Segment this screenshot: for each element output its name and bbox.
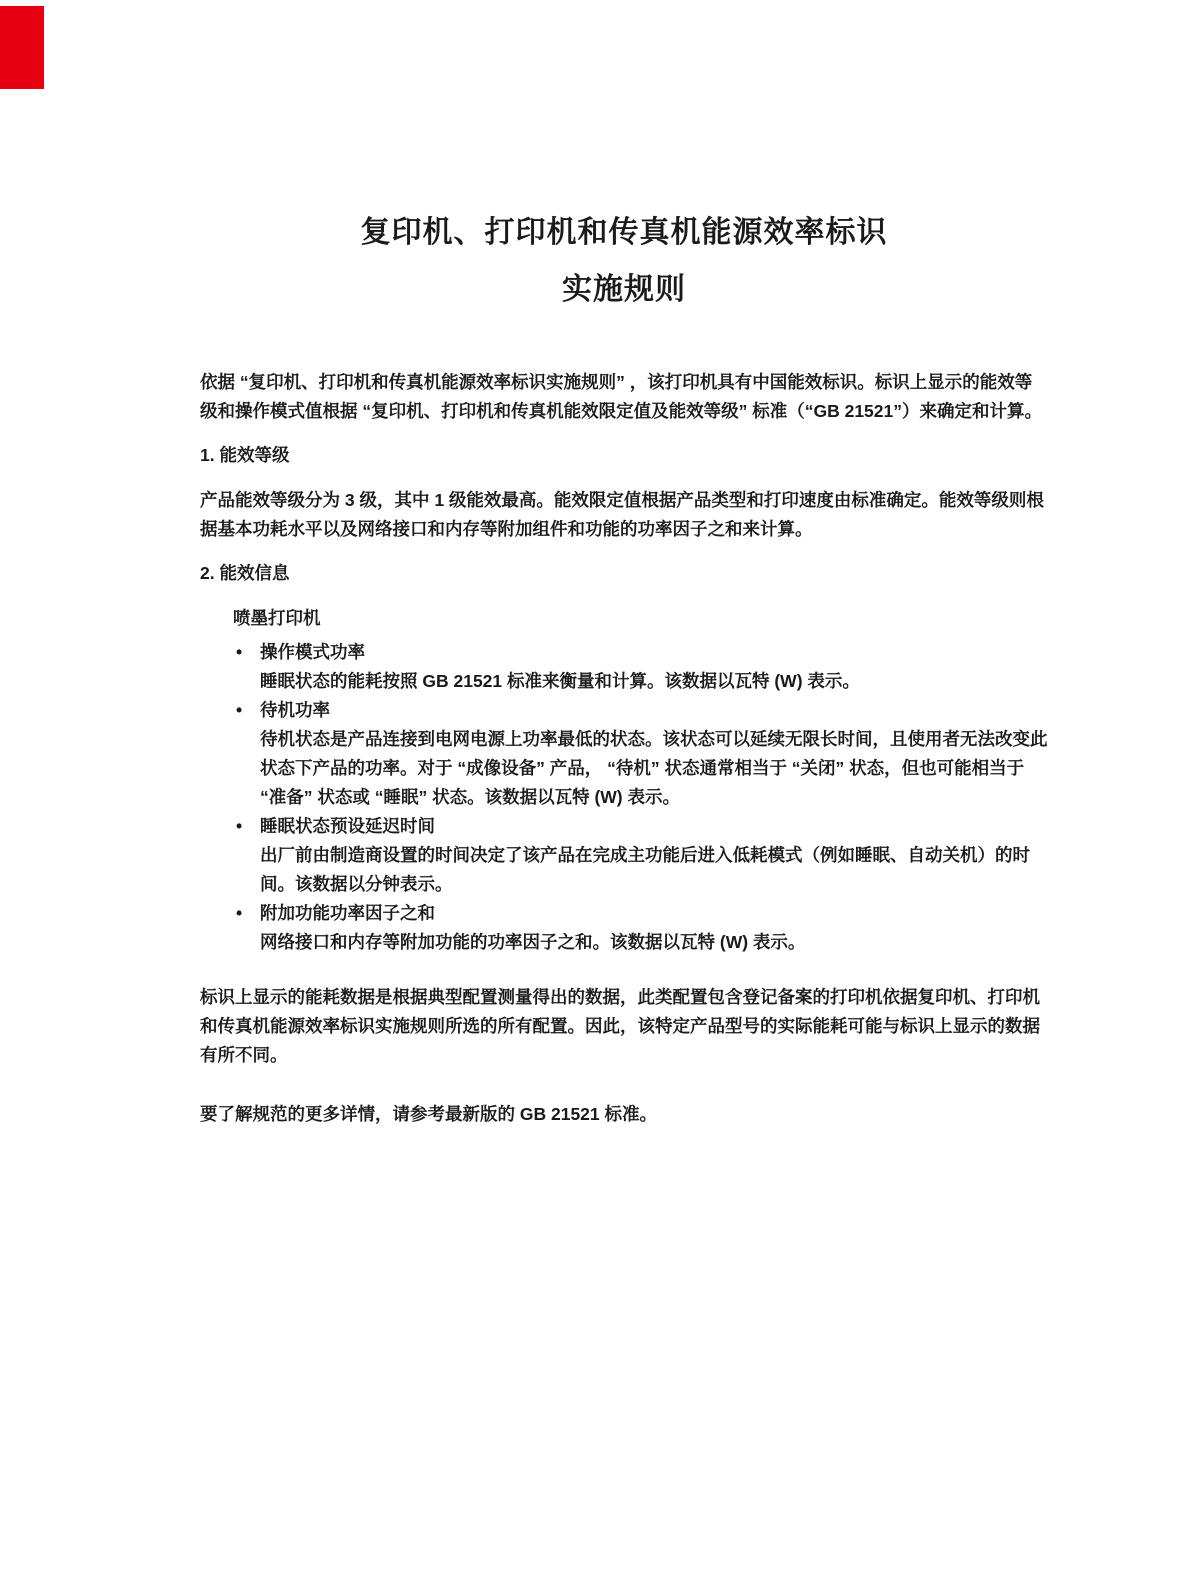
printer-type-subheading: 喷墨打印机 [233, 608, 321, 628]
red-corner-marker [0, 6, 44, 89]
bullet-icon: • [236, 642, 243, 662]
list-item-label: 操作模式功率 [260, 642, 365, 662]
intro-paragraph: 依据 “复印机、打印机和传真机能源效率标识实施规则” ，该打印机具有中国能效标识。标识上显示的能效等级和操作模式值根据 “复印机、打印机和传真机能效限定值及能效等级” 标准（“GB 21521”）来确定和计算。 [200, 372, 1042, 421]
list-item-text: 网络接口和内存等附加功能的功率因子之和。该数据以瓦特 (W) 表示。 [260, 932, 806, 952]
title-line-1: 复印机、打印机和传真机能源效率标识 [360, 216, 888, 249]
document-title [200, 204, 1048, 318]
list-item-text: 待机状态是产品连接到电网电源上功率最低的状态。该状态可以延续无限长时间，且使用者无法改变此状态下产品的功率。对于 “成像设备” 产品， “待机” 状态通常相当于 “关闭” 状态，但也可能相当于 “准备” 状态或 “睡眠” 状态。该数据以瓦特 (W) 表示。 [260, 729, 1048, 807]
title-line-2: 实施规则 [562, 273, 686, 306]
list-item-sleep-delay [200, 812, 1048, 899]
list-item-additional-power-factors [200, 899, 1048, 957]
list-item-text: 出厂前由制造商设置的时间决定了该产品在完成主功能后进入低耗模式（例如睡眠、自动关机）的时间。该数据以分钟表示。 [260, 845, 1030, 894]
list-item-standby-power [200, 696, 1048, 812]
energy-info-list [200, 638, 1048, 957]
list-item-text: 睡眠状态的能耗按照 GB 21521 标准来衡量和计算。该数据以瓦特 (W) 表示。 [260, 671, 860, 691]
list-item-label: 待机功率 [260, 700, 330, 720]
section-2-heading: 2. 能效信息 [200, 563, 290, 583]
bullet-icon: • [236, 816, 243, 836]
list-item-label: 附加功能功率因子之和 [260, 903, 435, 923]
section-1-heading: 1. 能效等级 [200, 445, 290, 465]
bullet-icon: • [236, 700, 243, 720]
list-item-operating-mode-power [200, 638, 1048, 696]
list-item-label: 睡眠状态预设延迟时间 [260, 816, 435, 836]
bullet-icon: • [236, 903, 243, 923]
section-1-body: 产品能效等级分为 3 级，其中 1 级能效最高。能效限定值根据产品类型和打印速度由标准确定。能效等级则根据基本功耗水平以及网络接口和内存等附加组件和功能的功率因子之和来计算。 [200, 490, 1044, 539]
document-content [200, 0, 1048, 1129]
reference-paragraph: 要了解规范的更多详情，请参考最新版的 GB 21521 标准。 [200, 1104, 657, 1124]
measurement-note-paragraph: 标识上显示的能耗数据是根据典型配置测量得出的数据，此类配置包含登记备案的打印机依据复印机、打印机和传真机能源效率标识实施规则所选的所有配置。因此，该特定产品型号的实际能耗可能与标识上显示的数据有所不同。 [200, 987, 1040, 1065]
